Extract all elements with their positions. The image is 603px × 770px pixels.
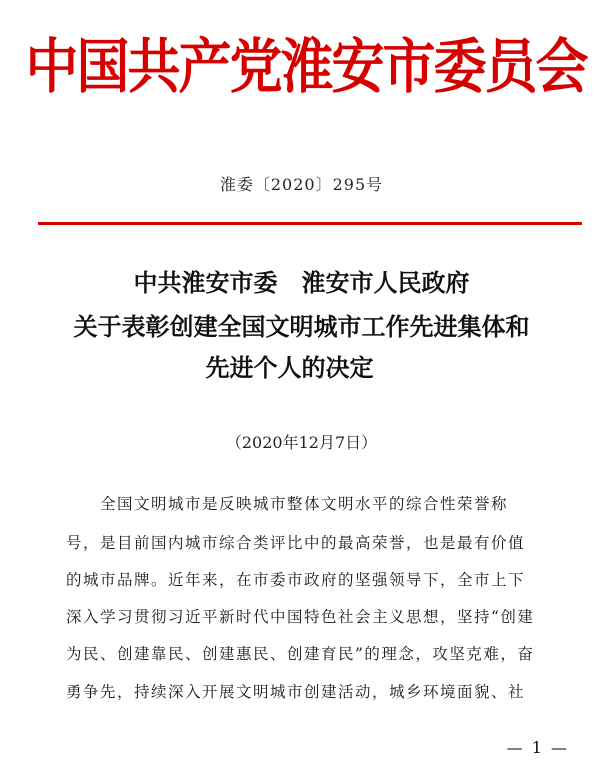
body-paragraph-line-4: 深入学习贯彻习近平新时代中国特色社会主义思想，坚持“创建 bbox=[66, 608, 535, 626]
page-number: — 1 — bbox=[506, 738, 569, 757]
document-title-line-2: 关于表彰创建全国文明城市工作先进集体和 bbox=[73, 312, 530, 341]
document-title-line-1: 中共淮安市委 淮安市人民政府 bbox=[133, 268, 470, 297]
body-paragraph-line-6: 勇争先，持续深入开展文明城市创建活动，城乡环境面貌、社 bbox=[66, 683, 526, 701]
document-number: 淮委〔2020〕295号 bbox=[219, 175, 384, 194]
document-date: （2020年12月7日） bbox=[225, 433, 378, 452]
body-paragraph-line-2: 号，是目前国内城市综合类评比中的最高荣誉，也是最有价值 bbox=[66, 534, 526, 552]
body-paragraph-line-1: 全国文明城市是反映城市整体文明水平的综合性荣誉称 bbox=[100, 495, 509, 513]
body-paragraph-line-5: 为民、创建靠民、创建惠民、创建育民”的理念，攻坚克难，奋 bbox=[66, 645, 535, 663]
body-paragraph-line-3: 的城市品牌。近年来，在市委市政府的坚强领导下，全市上下 bbox=[66, 571, 526, 589]
red-header-rule bbox=[38, 222, 582, 225]
issuing-authority-header: 中国共产党淮安市委员会 bbox=[25, 32, 587, 102]
document-title-line-3: 先进个人的决定 bbox=[205, 353, 374, 382]
